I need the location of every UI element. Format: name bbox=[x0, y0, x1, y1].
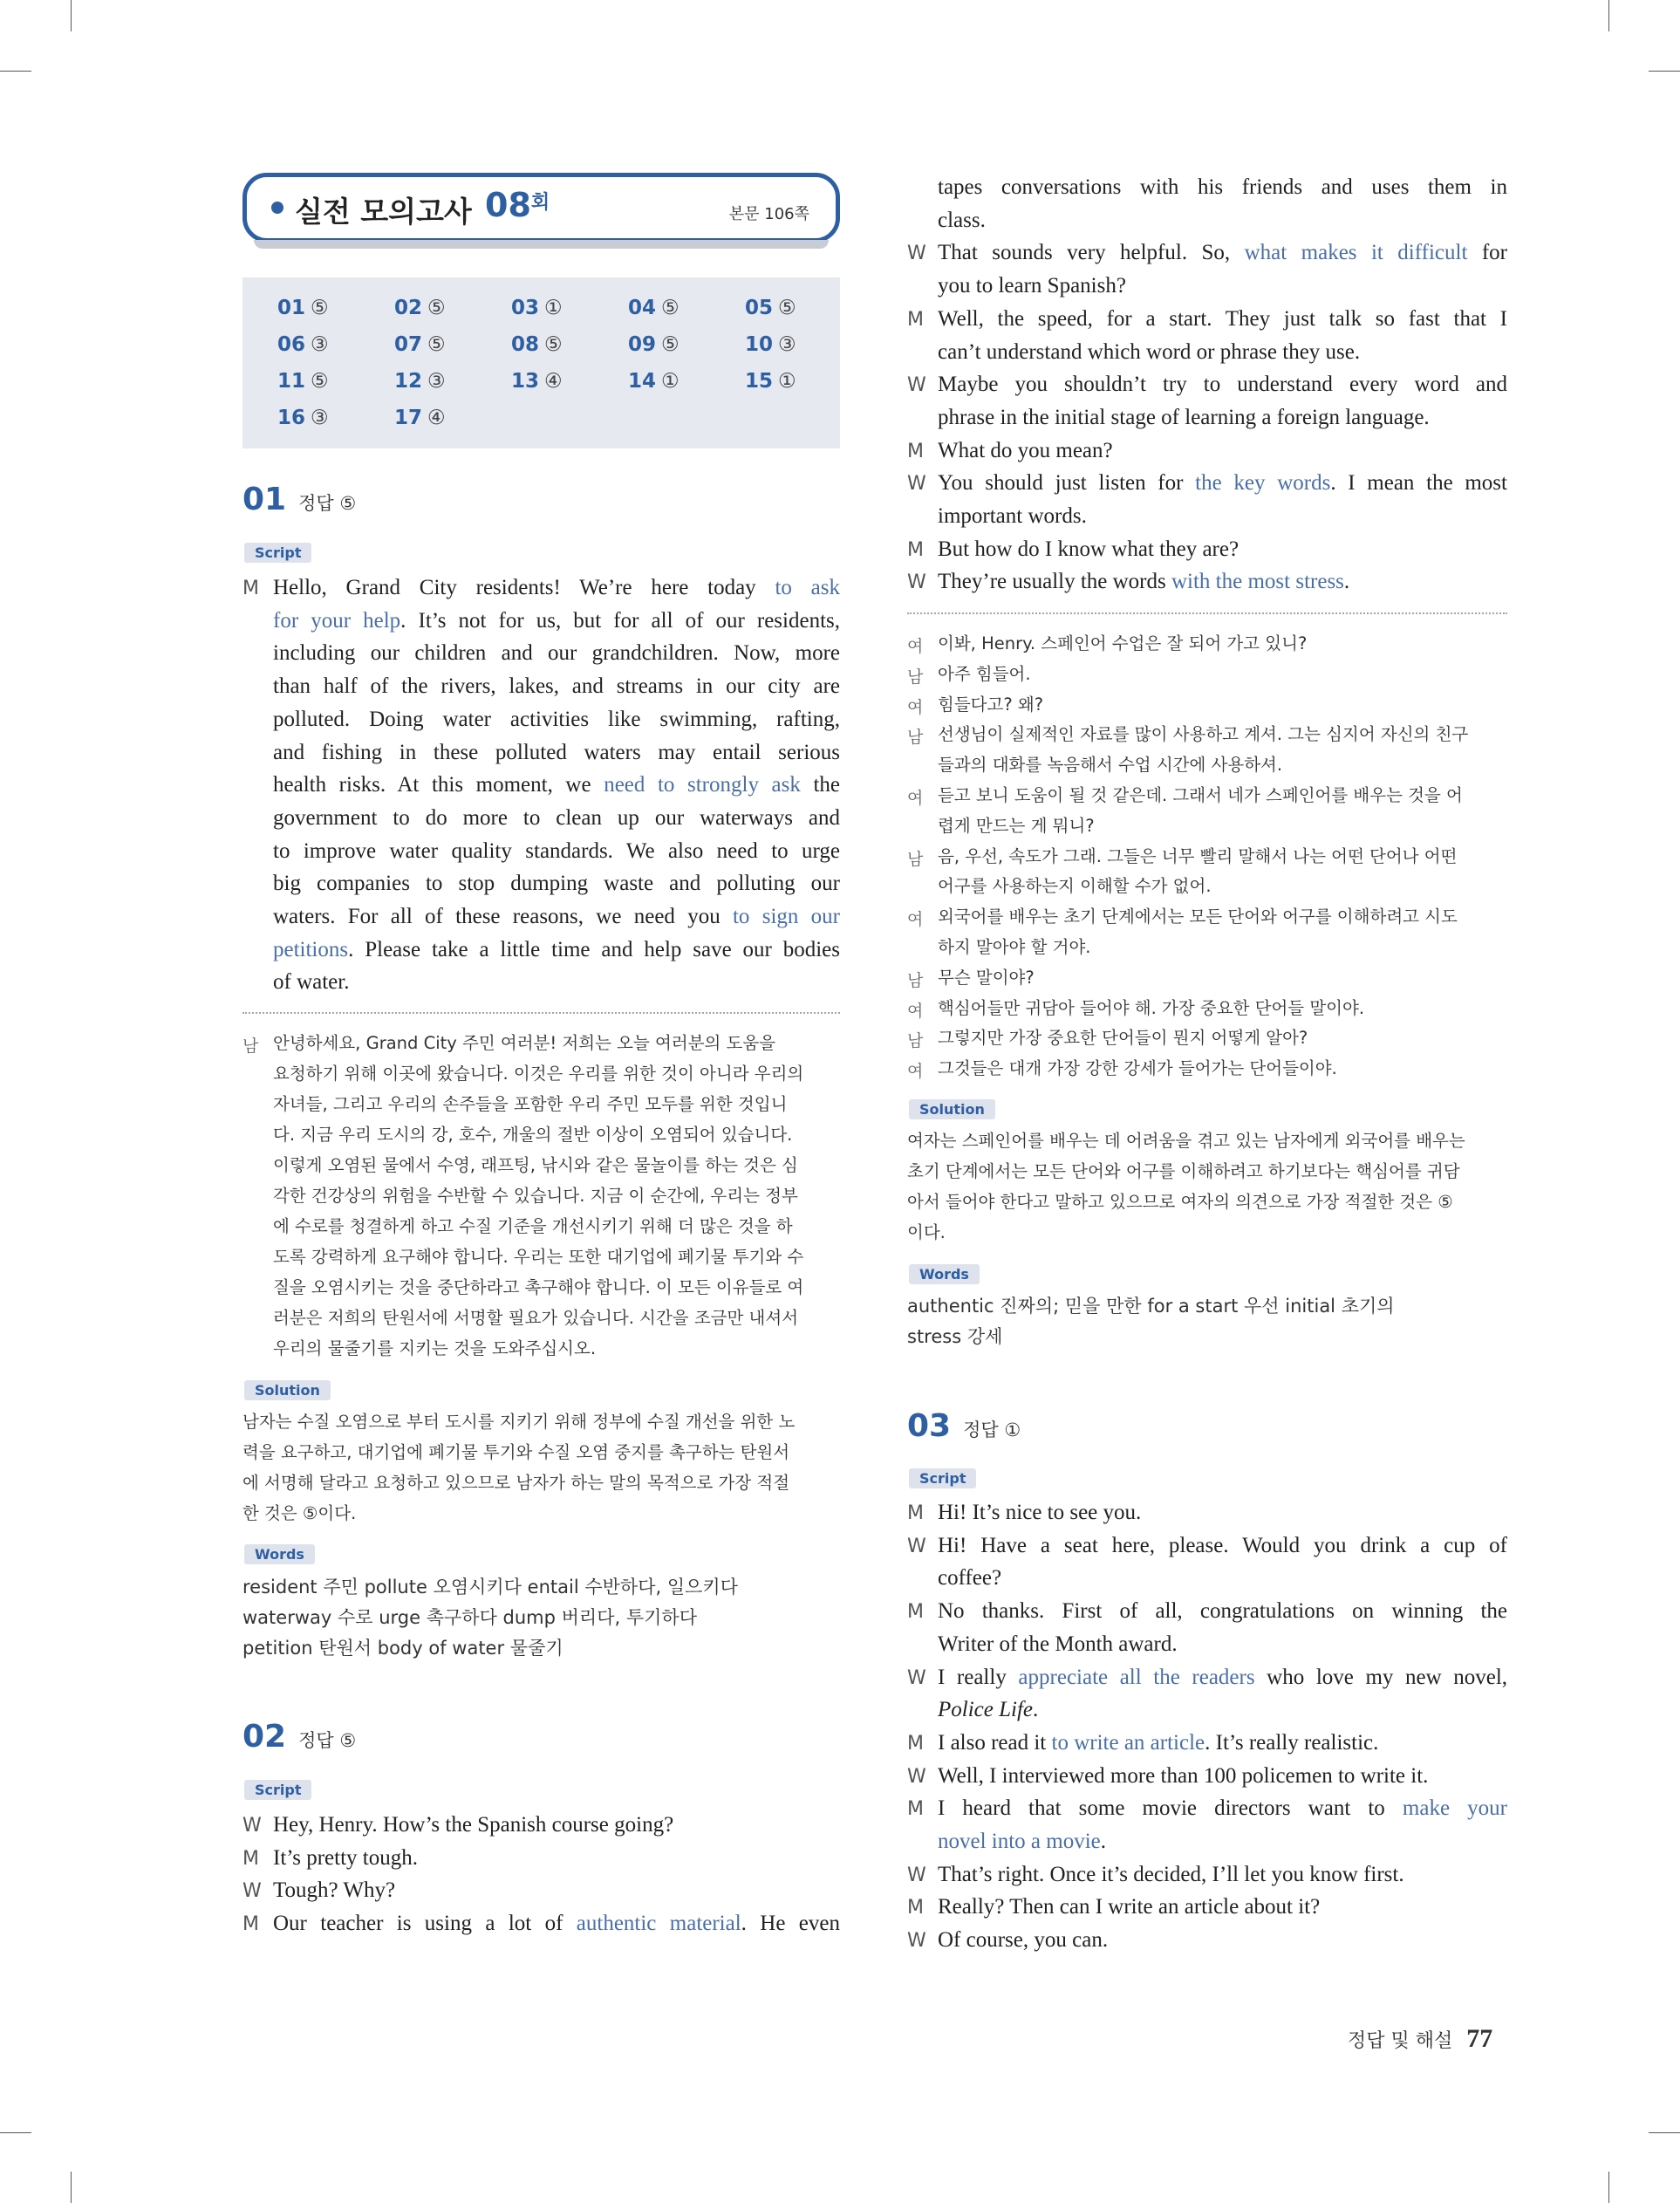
speaker-label: M bbox=[907, 1502, 924, 1524]
script-line: That’s right. Once it’s decided, I’ll let you know first. bbox=[938, 1862, 1404, 1886]
speaker-label: 남 bbox=[907, 728, 924, 748]
translation-line: 그것들은 대개 가장 강한 강세가 들어가는 단어들이야. bbox=[938, 1058, 1337, 1079]
solution-line: 아서 들어야 한다고 말하고 있으므로 여자의 의견으로 가장 적절한 것은 ⑤ bbox=[907, 1192, 1453, 1212]
script-line: But how do I know what they are? bbox=[938, 537, 1240, 561]
translation-line: 자녀들, 그리고 우리의 손주들을 포함한 우리 주민 모두를 위한 것입니 bbox=[273, 1094, 788, 1114]
script-line: phrase in the initial stage of learning a foreign language. bbox=[938, 405, 1430, 429]
script-line: What do you mean? bbox=[938, 438, 1113, 462]
script-line: big companies to stop dumping waste and polluting our bbox=[273, 872, 840, 896]
solution-line: 이다. bbox=[907, 1222, 946, 1242]
script-line: tapes conversations with his friends and uses them in bbox=[938, 175, 1507, 199]
answer-choice: ⑤ bbox=[661, 333, 680, 356]
question-number: 02 bbox=[242, 1719, 287, 1755]
translation-line: 음, 우선, 속도가 그래. 그들은 너무 빨리 말해서 나는 어떤 단어나 어떤 bbox=[938, 845, 1458, 866]
speaker-label: 여 bbox=[907, 637, 924, 656]
page-footer bbox=[1348, 2024, 1492, 2054]
answer-choice: ⑤ bbox=[661, 297, 680, 319]
script-line: and fishing in these polluted waters may entail serious bbox=[273, 740, 840, 764]
answer-key-grid bbox=[242, 277, 840, 448]
speaker-label: M bbox=[907, 1897, 924, 1919]
speaker-label: 남 bbox=[242, 1037, 259, 1056]
section-divider bbox=[907, 612, 1507, 614]
speaker-label: W bbox=[907, 1864, 926, 1886]
answer-number: 04 bbox=[628, 297, 657, 319]
answer-choice: ⑤ bbox=[427, 297, 446, 319]
answer-item bbox=[745, 333, 796, 356]
answer-choice: ③ bbox=[311, 407, 329, 429]
script-line: You should just listen for the key words. I mean the most bbox=[938, 471, 1507, 496]
script-line: Writer of the Month award. bbox=[938, 1632, 1178, 1656]
translation-line: 이렇게 오염된 물에서 수영, 래프팅, 낚시와 같은 물놀이를 하는 것은 심 bbox=[273, 1155, 798, 1175]
answer-item bbox=[745, 370, 796, 393]
highlighted-phrase: to ask bbox=[775, 576, 840, 599]
solution-tag: Solution bbox=[909, 1099, 995, 1119]
speaker-label: W bbox=[907, 571, 926, 594]
script-line: They’re usually the words with the most stress. bbox=[938, 570, 1350, 594]
speaker-label: W bbox=[907, 1930, 926, 1953]
speaker-label: 남 bbox=[907, 970, 924, 990]
answer-number: 06 bbox=[277, 333, 306, 356]
answer-item bbox=[394, 297, 446, 319]
script-line: Maybe you shouldn’t try to understand every word and bbox=[938, 373, 1507, 397]
translation-line: 어구를 사용하는지 이해할 수가 없어. bbox=[938, 876, 1212, 897]
speaker-label: M bbox=[907, 308, 924, 331]
footer-label: 정답 및 해설 bbox=[1348, 2030, 1453, 2052]
script-line: polluted. Doing water activities like swimming, rafting, bbox=[273, 707, 840, 731]
script-line: petitions. Please take a little time and help save our bodies bbox=[273, 937, 840, 961]
speaker-label: W bbox=[907, 1535, 926, 1557]
answer-choice: ① bbox=[778, 370, 796, 393]
answer-item bbox=[394, 407, 446, 429]
translation-line: 도록 강력하게 요구해야 합니다. 우리는 또한 대기업에 폐기물 투기와 수 bbox=[273, 1247, 804, 1267]
speaker-label: 남 bbox=[907, 849, 924, 869]
answer-number: 12 bbox=[394, 370, 423, 393]
highlighted-phrase: make your bbox=[1402, 1796, 1507, 1821]
words-tag: Words bbox=[244, 1544, 315, 1564]
crop-mark bbox=[1608, 2172, 1609, 2203]
speaker-label: M bbox=[242, 578, 259, 599]
highlighted-phrase: appreciate all the readers bbox=[1018, 1665, 1255, 1689]
answer-choice: ⑤ bbox=[427, 333, 446, 356]
translation-line: 질을 오염시키는 것을 중단하라고 촉구해야 합니다. 이 모든 이유들로 여 bbox=[273, 1277, 804, 1297]
answer-number: 08 bbox=[511, 333, 540, 356]
script-line: I also read it to write an article. It’s really realistic. bbox=[938, 1730, 1379, 1755]
test-number: $08^회$ bbox=[485, 186, 550, 224]
answer-item bbox=[511, 297, 563, 319]
script-line: important words. bbox=[938, 504, 1087, 528]
answer-number: 07 bbox=[394, 333, 423, 356]
highlighted-phrase: petitions bbox=[273, 937, 349, 961]
answer-number: 11 bbox=[277, 370, 306, 393]
translation-line: 다. 지금 우리 도시의 강, 호수, 개울의 절반 이상이 오염되어 있습니다. bbox=[273, 1125, 793, 1145]
question-header bbox=[242, 1719, 356, 1755]
question-number: 03 bbox=[907, 1408, 952, 1444]
answer-item bbox=[277, 333, 329, 356]
highlighted-phrase: authentic material bbox=[576, 1912, 741, 1936]
answer-choice: ③ bbox=[311, 333, 329, 356]
test-title: 실전 모의고사 bbox=[295, 195, 472, 229]
script-line: class. bbox=[938, 208, 986, 232]
script-line: Our teacher is using a lot of authentic material. He even bbox=[273, 1912, 840, 1936]
speaker-label: 남 bbox=[907, 1031, 924, 1051]
speaker-label: M bbox=[242, 1913, 259, 1936]
script-line: waters. For all of these reasons, we need you to sign our bbox=[273, 905, 840, 928]
answer-item bbox=[277, 407, 329, 429]
highlighted-phrase: to sign our bbox=[732, 905, 840, 928]
solution-line: 한 것은 ⑤이다. bbox=[242, 1503, 357, 1523]
answer-item bbox=[628, 370, 680, 393]
speaker-label: 여 bbox=[907, 910, 924, 930]
question-number: 01 bbox=[242, 482, 287, 517]
bullet-icon bbox=[271, 202, 283, 214]
translation-line: 아주 힘들어. bbox=[938, 663, 1031, 684]
highlighted-phrase: what makes it difficult bbox=[1244, 241, 1468, 265]
answer-choice: ⑤ bbox=[311, 370, 329, 393]
words-line: authentic 진짜의; 믿을 만한 for a start 우선 initial 초기의 bbox=[907, 1296, 1395, 1317]
translation-line: 이봐, Henry. 스페인어 수업은 잘 되어 가고 있니? bbox=[938, 633, 1308, 653]
translation-line: 외국어를 배우는 초기 단계에서는 모든 단어와 어구를 이해하려고 시도 bbox=[938, 907, 1458, 927]
script-line: Of course, you can. bbox=[938, 1928, 1109, 1953]
highlighted-phrase: for your help bbox=[273, 608, 401, 633]
answer-item bbox=[394, 370, 446, 393]
crop-mark bbox=[0, 2132, 31, 2133]
page-reference: 본문 106쪽 bbox=[728, 205, 809, 223]
translation-line: 안녕하세요, Grand City 주민 여러분! 저희는 오늘 여러분의 도움을 bbox=[273, 1033, 776, 1053]
speaker-label: M bbox=[907, 1601, 924, 1624]
page-number: 77 bbox=[1466, 2024, 1493, 2053]
answer-label: 정답 ① bbox=[963, 1420, 1021, 1440]
script-line: Tough? Why? bbox=[273, 1878, 396, 1903]
script-line: It’s pretty tough. bbox=[273, 1845, 418, 1870]
translation-line: 각한 건강상의 위험을 수반할 수 있습니다. 지금 이 순간에, 우리는 정부 bbox=[273, 1186, 798, 1206]
words-line: waterway 수로 urge 촉구하다 dump 버리다, 투기하다 bbox=[242, 1607, 697, 1628]
translation-line: 무슨 말이야? bbox=[938, 967, 1035, 988]
solution-line: 초기 단계에서는 모든 단어와 어구를 이해하려고 하기보다는 핵심어를 귀담 bbox=[907, 1161, 1460, 1181]
answer-number: 02 bbox=[394, 297, 423, 319]
translation-line: 핵심어들만 귀담아 들어야 해. 가장 중요한 단어들 말이야. bbox=[938, 997, 1365, 1018]
question-header bbox=[907, 1408, 1021, 1444]
answer-choice: ⑤ bbox=[544, 333, 563, 356]
script-line: Really? Then can I write an article about it? bbox=[938, 1895, 1321, 1919]
script-line: you to learn Spanish? bbox=[938, 274, 1126, 298]
speaker-label: M bbox=[907, 1798, 924, 1821]
crop-mark bbox=[1608, 0, 1609, 31]
highlighted-phrase: the key words bbox=[1195, 471, 1331, 496]
answer-number: 03 bbox=[511, 297, 540, 319]
answer-label: 정답 ⑤ bbox=[298, 1730, 357, 1751]
answer-item bbox=[394, 333, 446, 356]
highlighted-phrase: with the most stress bbox=[1171, 570, 1344, 594]
speaker-label: 여 bbox=[907, 697, 924, 717]
answer-number: 09 bbox=[628, 333, 657, 356]
speaker-label: W bbox=[907, 1666, 926, 1689]
section-divider bbox=[242, 1012, 840, 1014]
script-line: I heard that some movie directors want to make your bbox=[938, 1796, 1507, 1821]
words-line: stress 강세 bbox=[907, 1326, 1003, 1347]
script-line: Police Life. bbox=[938, 1698, 1039, 1722]
answer-number: 14 bbox=[628, 370, 657, 393]
speaker-label: 여 bbox=[907, 1001, 924, 1021]
script-line: Well, the speed, for a start. They just talk so fast that I bbox=[938, 306, 1507, 331]
script-line: novel into a movie. bbox=[938, 1830, 1107, 1853]
answer-item bbox=[511, 370, 563, 393]
answer-number: 15 bbox=[745, 370, 774, 393]
speaker-label: M bbox=[907, 440, 924, 462]
answer-number: 10 bbox=[745, 333, 774, 356]
answer-choice: ① bbox=[544, 297, 563, 319]
answer-item bbox=[745, 297, 796, 319]
answer-number: 05 bbox=[745, 297, 774, 319]
words-line: petition 탄원서 body of water 물줄기 bbox=[242, 1638, 563, 1659]
answer-item bbox=[628, 297, 680, 319]
speaker-label: M bbox=[907, 1732, 924, 1755]
script-line: for your help. It’s not for us, but for all of our residents, bbox=[273, 608, 840, 633]
answer-number: 13 bbox=[511, 370, 540, 393]
script-tag: Script bbox=[244, 1780, 311, 1800]
crop-mark bbox=[71, 0, 72, 31]
answer-choice: ⑤ bbox=[311, 297, 329, 319]
test-title-box bbox=[242, 173, 840, 243]
script-line: to improve water quality standards. We also need to urge bbox=[273, 838, 840, 863]
words-tag: Words bbox=[909, 1264, 980, 1284]
translation-line: 선생님이 실제적인 자료를 많이 사용하고 계셔. 그는 심지어 자신의 친구 bbox=[938, 724, 1469, 745]
speaker-label: M bbox=[242, 1847, 259, 1870]
translation-line: 요청하기 위해 이곳에 왔습니다. 이것은 우리를 위한 것이 아니라 우리의 bbox=[273, 1064, 804, 1084]
answer-item bbox=[277, 297, 329, 319]
answer-number: 17 bbox=[394, 407, 423, 429]
solution-line: 력을 요구하고, 대기업에 폐기물 투기와 수질 오염 중지를 촉구하는 탄원서 bbox=[242, 1442, 790, 1462]
speaker-label: W bbox=[242, 1815, 262, 1837]
script-line: Hey, Henry. How’s the Spanish course going? bbox=[273, 1813, 674, 1837]
translation-line: 들과의 대화를 녹음해서 수업 시간에 사용하셔. bbox=[938, 755, 1283, 776]
solution-tag: Solution bbox=[244, 1380, 331, 1400]
solution-line: 에 서명해 달라고 요청하고 있으므로 남자가 하는 말의 목적으로 가장 적절 bbox=[242, 1473, 790, 1493]
translation-line: 에 수로를 청결하게 하고 수질 기준을 개선시키기 위해 더 많은 것을 하 bbox=[273, 1216, 793, 1236]
script-line: health risks. At this moment, we need to strongly ask the bbox=[273, 773, 841, 797]
speaker-label: W bbox=[907, 473, 926, 496]
translation-line: 힘들다고? 왜? bbox=[938, 694, 1044, 715]
answer-item bbox=[628, 333, 680, 356]
script-line: coffee? bbox=[938, 1566, 1002, 1591]
highlighted-phrase: novel into a movie bbox=[938, 1830, 1101, 1853]
question-header bbox=[242, 482, 356, 517]
solution-line: 여자는 스페인어를 배우는 데 어려움을 겪고 있는 남자에게 외국어를 배우는 bbox=[907, 1131, 1465, 1151]
crop-mark bbox=[71, 2172, 72, 2203]
solution-line: 남자는 수질 오염으로 부터 도시를 지키기 위해 정부에 수질 개선을 위한 노 bbox=[242, 1412, 796, 1432]
highlighted-phrase: need to strongly ask bbox=[604, 773, 801, 797]
script-line: I really appreciate all the readers who love my new novel, bbox=[938, 1665, 1508, 1689]
script-line: Hello, Grand City residents! We’re here today to ask bbox=[273, 576, 840, 599]
script-line: Hi! It’s nice to see you. bbox=[938, 1501, 1142, 1524]
highlighted-phrase: to write an article bbox=[1051, 1730, 1205, 1755]
translation-line: 하지 말아야 할 거야. bbox=[938, 937, 1091, 957]
translation-line: 우리의 물줄기를 지키는 것을 도와주십시오. bbox=[273, 1338, 597, 1358]
answer-choice: ⑤ bbox=[778, 297, 796, 319]
novel-title: Police Life bbox=[938, 1698, 1033, 1722]
script-line: can’t understand which word or phrase they use. bbox=[938, 339, 1361, 364]
translation-line: 그렇지만 가장 중요한 단어들이 뭔지 어떻게 알아? bbox=[938, 1028, 1308, 1049]
script-line: including our children and our grandchildren. Now, more bbox=[273, 641, 840, 666]
script-line: Well, I interviewed more than 100 policemen to write it. bbox=[938, 1763, 1429, 1788]
answer-choice: ④ bbox=[427, 407, 446, 429]
speaker-label: W bbox=[907, 1765, 926, 1788]
speaker-label: W bbox=[242, 1880, 262, 1903]
speaker-label: M bbox=[907, 538, 924, 561]
script-line: of water. bbox=[273, 970, 350, 995]
answer-choice: ① bbox=[661, 370, 680, 393]
speaker-label: W bbox=[907, 374, 926, 397]
speaker-label: 여 bbox=[907, 1062, 924, 1082]
words-line: resident 주민 pollute 오염시키다 entail 수반하다, 일으키다 bbox=[242, 1577, 738, 1598]
answer-choice: ③ bbox=[778, 333, 796, 356]
speaker-label: 남 bbox=[907, 667, 924, 687]
script-line: No thanks. First of all, congratulations on winning the bbox=[938, 1599, 1507, 1624]
script-line: Hi! Have a seat here, please. Would you drink a cup of bbox=[938, 1533, 1507, 1557]
speaker-label: 여 bbox=[907, 789, 924, 808]
answer-number: 01 bbox=[277, 297, 306, 319]
crop-mark bbox=[1649, 71, 1680, 72]
answer-item bbox=[511, 333, 563, 356]
answer-choice: ③ bbox=[427, 370, 446, 393]
crop-mark bbox=[0, 71, 31, 72]
crop-mark bbox=[1649, 2132, 1680, 2133]
answer-choice: ④ bbox=[544, 370, 563, 393]
script-line: than half of the rivers, lakes, and streams in our city are bbox=[273, 674, 840, 699]
translation-line: 렵게 만드는 게 뭐니? bbox=[938, 815, 1095, 836]
answer-number: 16 bbox=[277, 407, 306, 429]
answer-item bbox=[277, 370, 329, 393]
translation-line: 러분은 저희의 탄원서에 서명할 필요가 있습니다. 시간을 조금만 내셔서 bbox=[273, 1308, 799, 1328]
translation-line: 듣고 보니 도움이 될 것 같은데. 그래서 네가 스페인어를 배우는 것을 어 bbox=[938, 785, 1463, 805]
speaker-label: W bbox=[907, 243, 926, 265]
script-line: government to do more to clean up our waterways and bbox=[273, 805, 840, 830]
answer-label: 정답 ⑤ bbox=[298, 493, 357, 514]
script-tag: Script bbox=[244, 543, 311, 563]
script-line: That sounds very helpful. So, what makes it difficult for bbox=[938, 241, 1507, 265]
script-tag: Script bbox=[909, 1468, 976, 1488]
